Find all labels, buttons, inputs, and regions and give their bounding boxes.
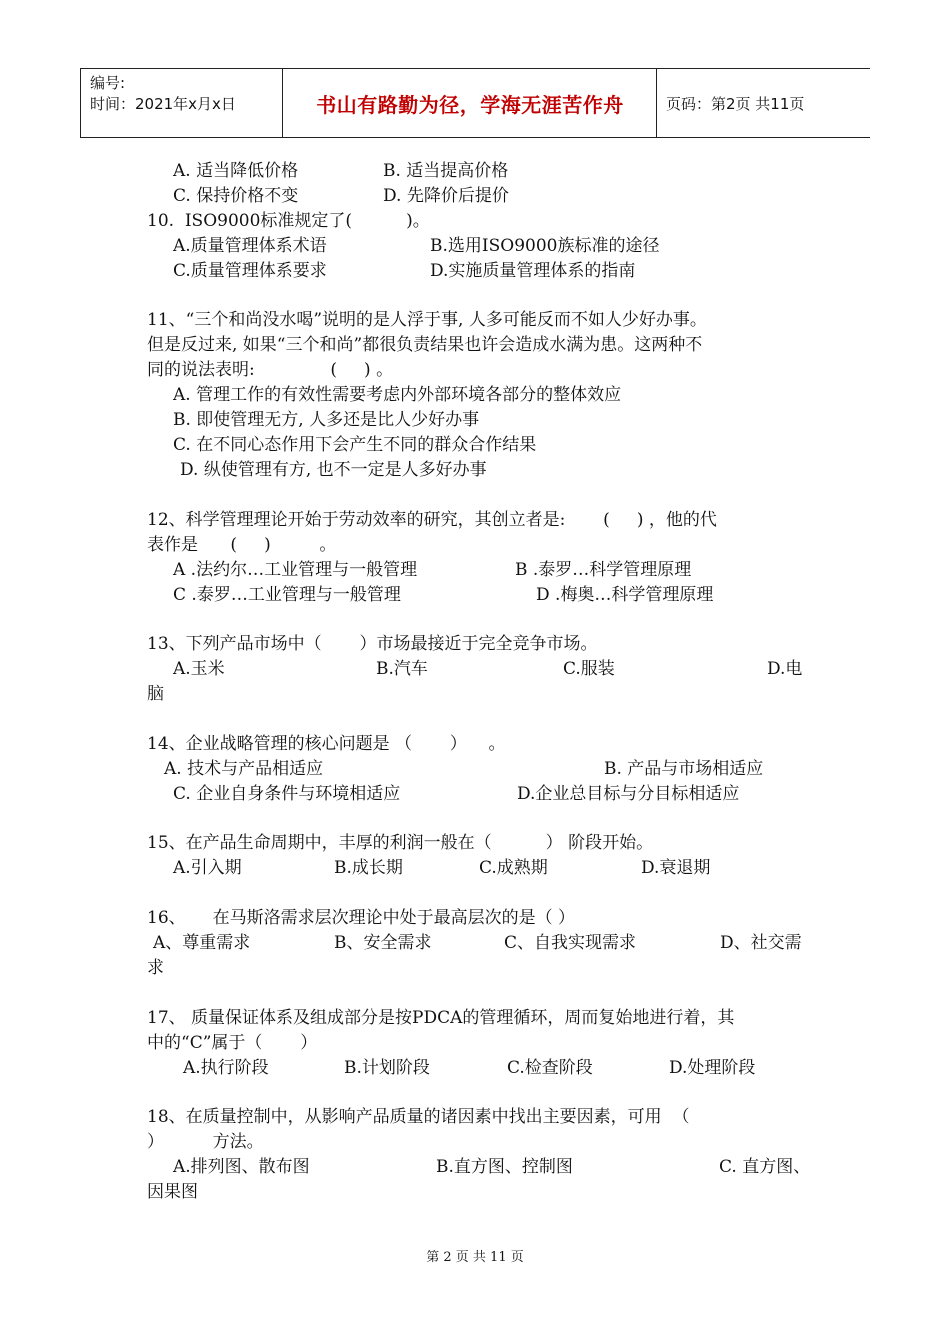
q16-option-d: D、社交需 — [720, 933, 802, 953]
document-number-label: 编号: — [90, 74, 126, 92]
q16-option-c: C、自我实现需求 — [504, 933, 637, 953]
q10-option-c: C.质量管理体系要求 — [173, 261, 327, 281]
q10-option-b: B.选用ISO9000族标准的途径 — [430, 236, 660, 256]
q12-stem-line2: 表作是 ( ) 。 — [147, 535, 337, 555]
q16-option-a: A、尊重需求 — [153, 933, 251, 953]
q18-stem-line1: 18、在质量控制中，从影响产品质量的诸因素中找出主要因素，可用 （ — [147, 1107, 690, 1127]
q18-stem-line2: ） 方法。 — [147, 1132, 264, 1152]
q16-option-b: B、安全需求 — [334, 933, 432, 953]
q13-option-d-continued: 脑 — [147, 684, 164, 704]
q14-stem: 14、企业战略管理的核心问题是 （ ） 。 — [147, 734, 506, 754]
header-motto: 书山有路勤为径，学海无涯苦作舟 — [316, 93, 624, 117]
q14-option-c: C. 企业自身条件与环境相适应 — [173, 784, 401, 804]
q18-option-c: C. 直方图、 — [719, 1157, 811, 1177]
q17-stem-line2: 中的“C”属于（ ） — [147, 1033, 318, 1053]
q18-option-a: A.排列图、散布图 — [173, 1157, 310, 1177]
q13-option-d: D.电 — [767, 659, 803, 679]
q9-option-a: A. 适当降低价格 — [173, 161, 299, 181]
q11-stem-line1: 11、“三个和尚没水喝”说明的是人浮于事, 人多可能反而不如人少好办事。 — [147, 310, 707, 330]
q16-option-d-continued: 求 — [147, 958, 164, 978]
q13-option-a: A.玉米 — [173, 659, 225, 679]
q10-option-d: D.实施质量管理体系的指南 — [430, 261, 636, 281]
q17-option-a: A.执行阶段 — [183, 1058, 269, 1078]
q15-option-a: A.引入期 — [173, 858, 242, 878]
q12-stem-line1: 12、科学管理理论开始于劳动效率的研究，其创立者是: ( ) ，他的代 — [147, 510, 717, 530]
q14-option-a: A. 技术与产品相适应 — [164, 759, 324, 779]
q11-stem-line2: 但是反过来, 如果“三个和尚”都很负责结果也许会造成水满为患。这两种不 — [147, 335, 703, 355]
page-header — [80, 68, 870, 138]
header-meta — [90, 73, 236, 115]
q11-option-d: D. 纵使管理有方, 也不一定是人多好办事 — [180, 460, 487, 480]
q9-option-d: D. 先降价后提价 — [383, 186, 509, 206]
q10-stem: 10. ISO9000标准规定了( )。 — [147, 211, 430, 231]
q15-stem: 15、在产品生命周期中，丰厚的利润一般在（ ） 阶段开始。 — [147, 833, 654, 853]
q9-option-b: B. 适当提高价格 — [383, 161, 509, 181]
header-page-number: 页码：第2页 共11页 — [666, 95, 805, 113]
q17-stem-line1: 17、 质量保证体系及组成部分是按PDCA的管理循环，周而复始地进行着，其 — [147, 1008, 735, 1028]
q17-option-b: B.计划阶段 — [344, 1058, 430, 1078]
q14-option-d: D.企业总目标与分目标相适应 — [517, 784, 740, 804]
q12-option-a: A .法约尔…工业管理与一般管理 — [173, 560, 418, 580]
q11-option-c: C. 在不同心态作用下会产生不同的群众合作结果 — [173, 435, 537, 455]
q10-option-a: A.质量管理体系术语 — [173, 236, 327, 256]
q14-option-b: B. 产品与市场相适应 — [604, 759, 764, 779]
q15-option-d: D.衰退期 — [641, 858, 711, 878]
q11-option-b: B. 即使管理无方, 人多还是比人少好办事 — [173, 410, 480, 430]
page-footer: 第 2 页 共 11 页 — [426, 1250, 524, 1265]
document-date-label: 时间：2021年x月x日 — [90, 95, 236, 113]
q9-option-c: C. 保持价格不变 — [173, 186, 299, 206]
q11-option-a: A. 管理工作的有效性需要考虑内外部环境各部分的整体效应 — [173, 385, 622, 405]
q13-option-c: C.服装 — [563, 659, 615, 679]
q15-option-c: C.成熟期 — [479, 858, 548, 878]
q16-stem: 16、 在马斯洛需求层次理论中处于最高层次的是（ ） — [147, 908, 576, 928]
q11-stem-line3: 同的说法表明: ( ) 。 — [147, 360, 394, 380]
q12-option-d: D .梅奥…科学管理原理 — [536, 585, 714, 605]
q13-option-b: B.汽车 — [376, 659, 428, 679]
q12-option-b: B .泰罗…科学管理原理 — [515, 560, 692, 580]
q15-option-b: B.成长期 — [334, 858, 403, 878]
q17-option-c: C.检查阶段 — [507, 1058, 593, 1078]
q18-option-c-continued: 因果图 — [147, 1182, 198, 1202]
q12-option-c: C .泰罗…工业管理与一般管理 — [173, 585, 401, 605]
q17-option-d: D.处理阶段 — [669, 1058, 756, 1078]
q13-stem: 13、下列产品市场中（ ）市场最接近于完全竞争市场。 — [147, 634, 598, 654]
q18-option-b: B.直方图、控制图 — [436, 1157, 573, 1177]
